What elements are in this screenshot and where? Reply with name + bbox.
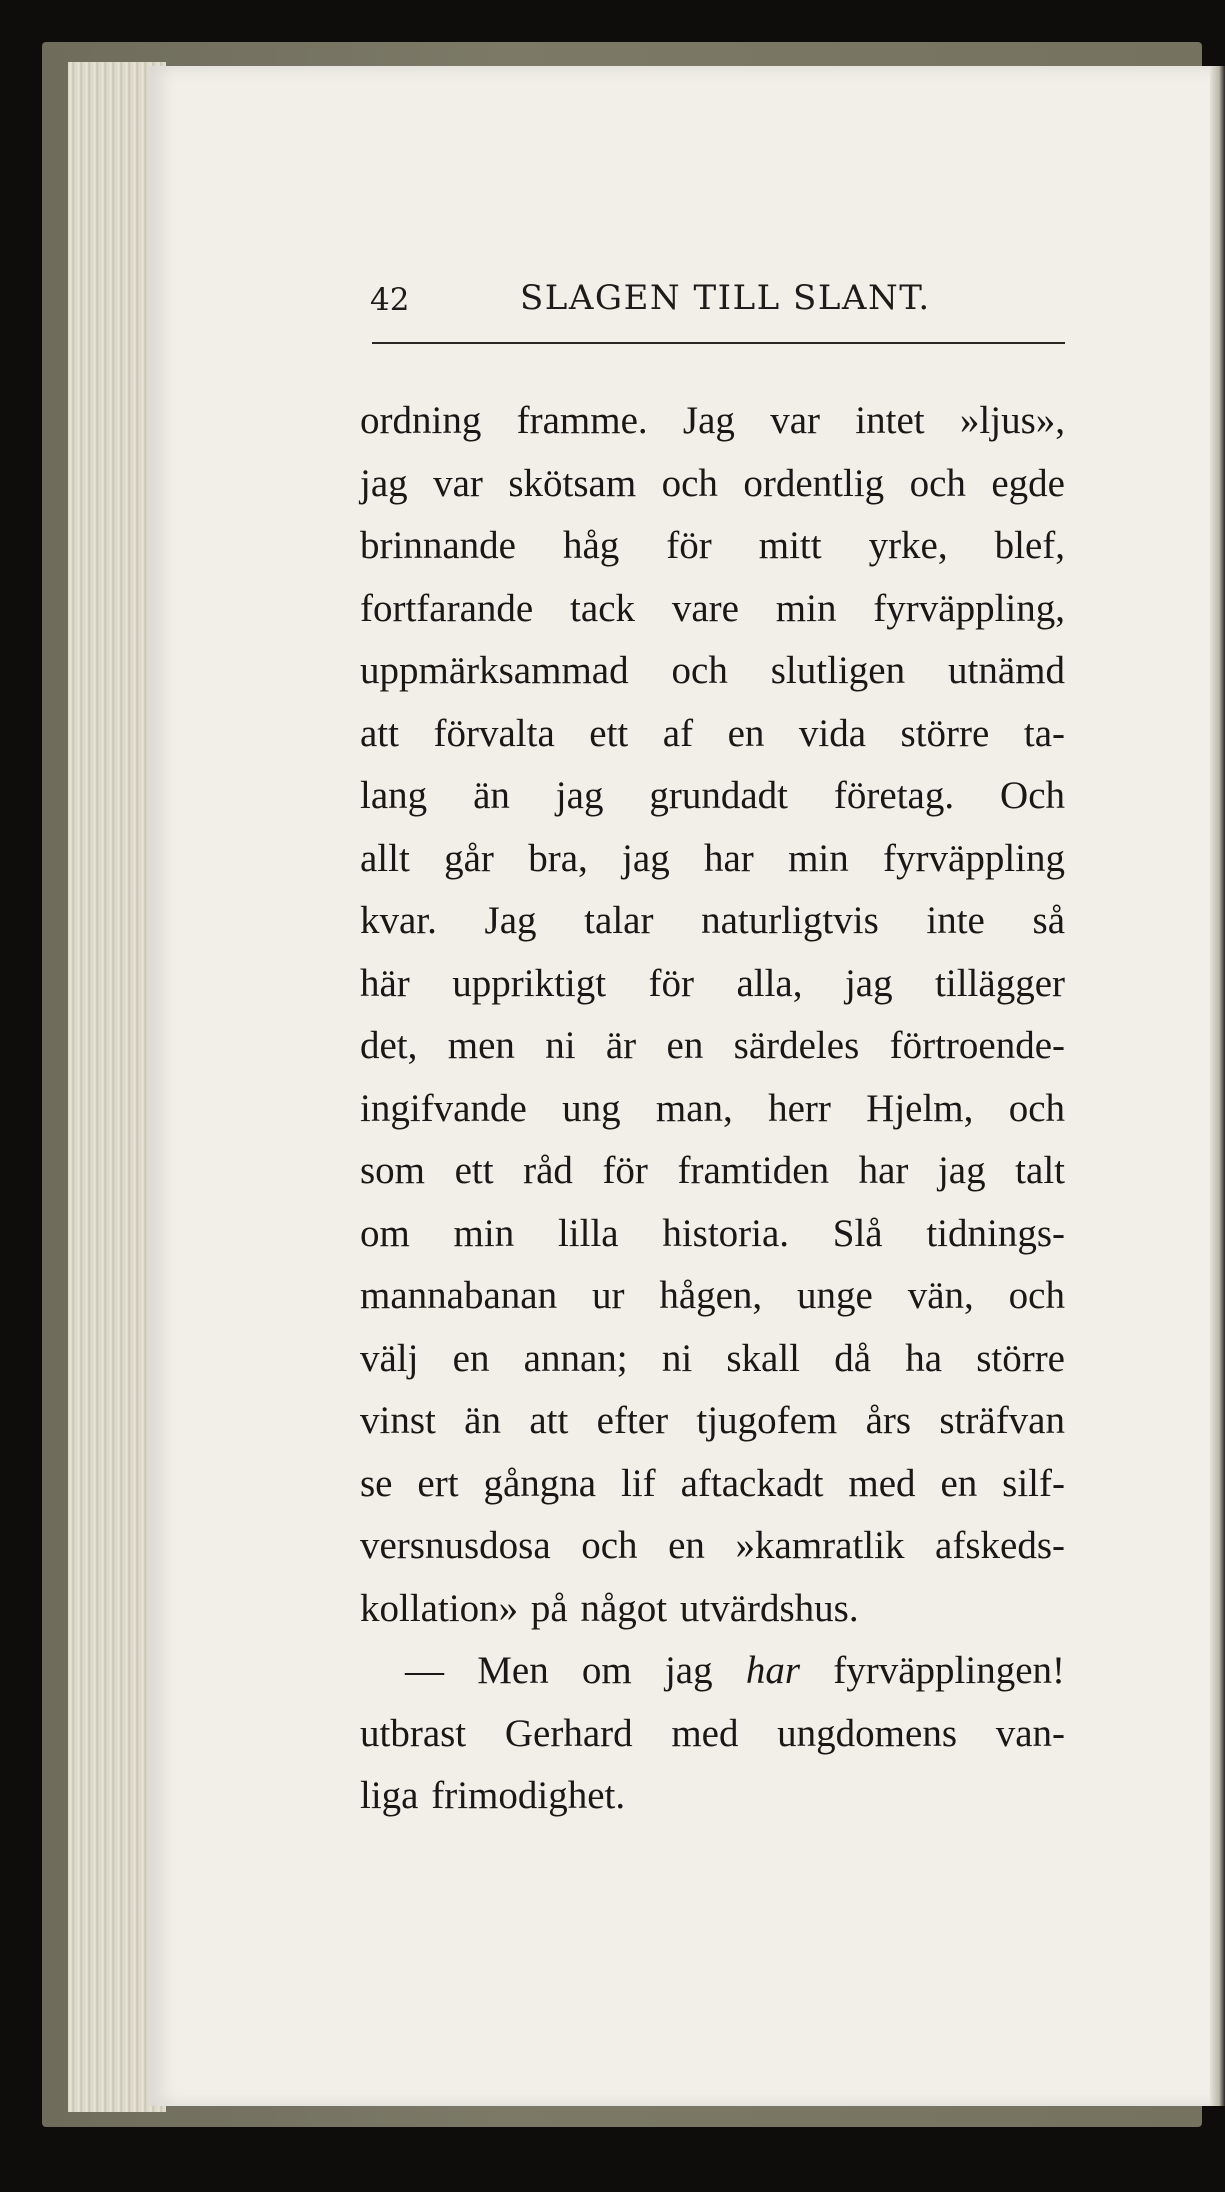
running-title: SLAGEN TILL SLANT. (520, 278, 931, 318)
page-right-edge (1210, 66, 1225, 2106)
text-line: kollation» på något utvärdshus. (360, 1586, 859, 1630)
body-text (360, 390, 1065, 1828)
text-line: liga frimodighet. (360, 1774, 626, 1817)
text-line: versnusdosa och en »kamratlik afskeds- (360, 1524, 1065, 1567)
text-line: mannabanan ur hågen, unge vän, och (360, 1274, 1065, 1317)
text-line: det, men ni är en särdeles förtroende- (360, 1024, 1065, 1067)
text-line: jag var skötsam och ordentlig och egde (360, 461, 1065, 505)
text-line: brinnande håg för mitt yrke, blef, (360, 524, 1065, 567)
text-line: uppmärksammad och slutligen utnämd (360, 649, 1065, 692)
text-line: ingifvande ung man, herr Hjelm, och (360, 1086, 1065, 1130)
text-line: utbrast Gerhard med ungdomens van- (360, 1711, 1065, 1755)
text-line: om min lilla historia. Slå tidnings- (360, 1211, 1065, 1255)
text-line: fortfarande tack vare min fyrväppling, (360, 586, 1065, 630)
text-line: ordning framme. Jag var intet »ljus», (360, 399, 1065, 442)
dialogue-emphasis: har (745, 1649, 801, 1692)
text-line: se ert gångna lif aftackadt med en silf- (360, 1461, 1065, 1505)
text-line: lang än jag grundadt företag. Och (360, 774, 1065, 817)
dialogue-line (360, 1640, 1065, 1703)
dialogue-end: fyrväpplingen! (800, 1649, 1065, 1692)
text-line: vinst än att efter tjugofem års sträfvan (360, 1399, 1065, 1442)
text-line: allt går bra, jag har min fyrväppling (360, 836, 1065, 880)
text-line: som ett råd för framtiden har jag talt (360, 1149, 1065, 1192)
text-line: att förvalta ett af en vida större ta- (360, 711, 1065, 755)
page-number: 42 (370, 282, 410, 318)
running-head (370, 274, 1065, 338)
dialogue-start: — Men om jag (405, 1649, 746, 1692)
header-rule (372, 342, 1065, 344)
text-line: välj en annan; ni skall då ha större (360, 1336, 1065, 1380)
text-line: här uppriktigt för alla, jag tillägger (360, 961, 1065, 1005)
text-line: kvar. Jag talar naturligtvis inte så (360, 899, 1065, 942)
